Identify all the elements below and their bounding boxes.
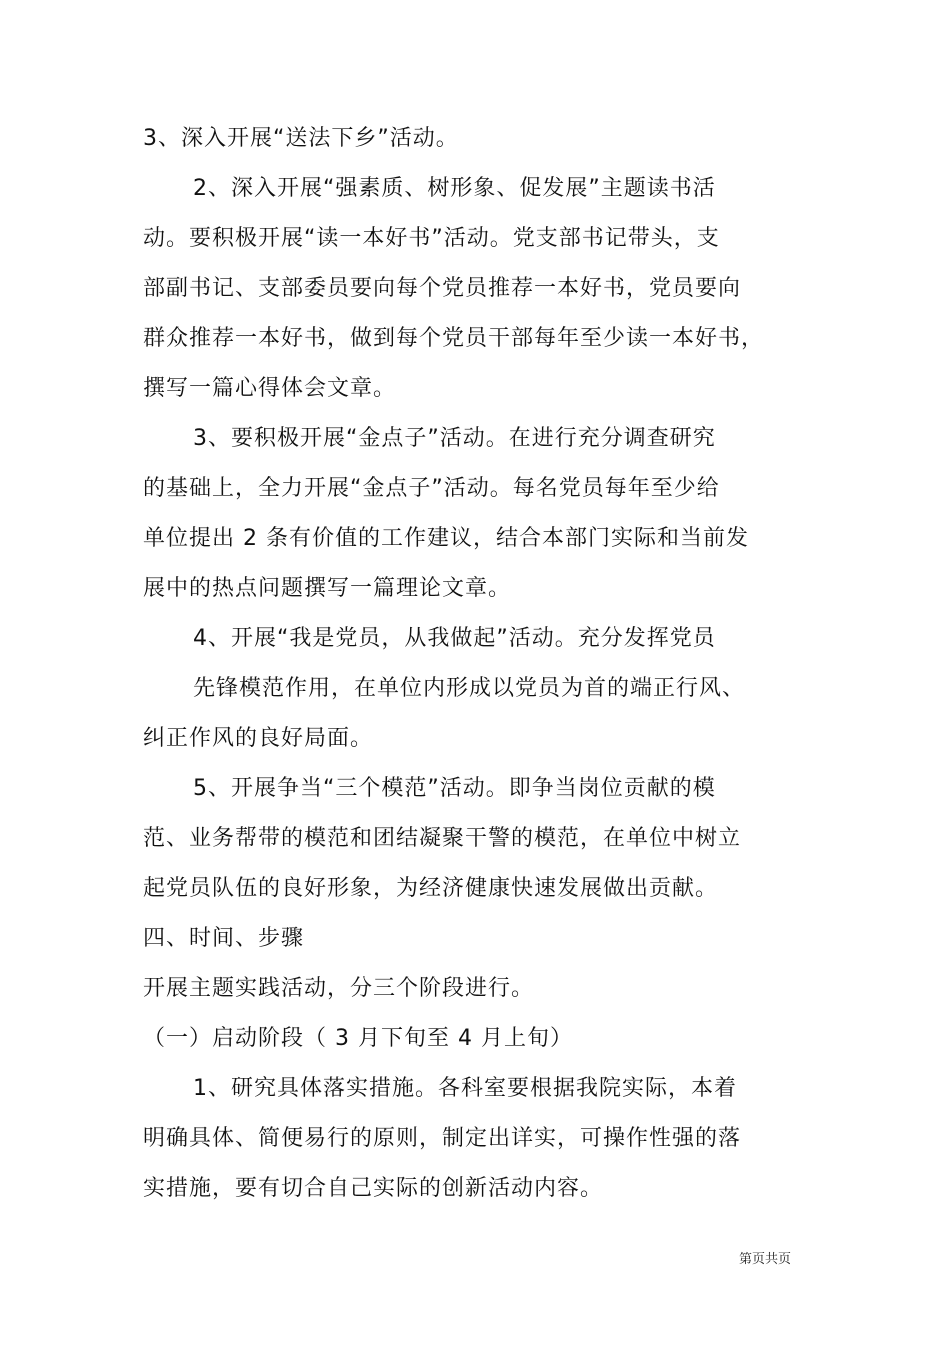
- text-line-13: 纠正作风的良好局面。: [143, 726, 374, 751]
- page-footer: 第页共页: [739, 1252, 792, 1267]
- text-line-21: 明确具体、简便易行的原则，制定出详实，可操作性强的落: [143, 1126, 742, 1151]
- text-line-22: 实措施，要有切合自己实际的创新活动内容。: [143, 1176, 604, 1201]
- section-heading: 四、时间、步骤: [143, 926, 305, 951]
- text-line-2: 2、深入开展“强素质、树形象、促发展”主题读书活: [193, 176, 716, 201]
- text-line-5: 群众推荐一本好书，做到每个党员干部每年至少读一本好书，: [143, 326, 765, 351]
- text-line-18: 开展主题实践活动，分三个阶段进行。: [143, 976, 535, 1001]
- text-line-10: 展中的热点问题撰写一篇理论文章。: [143, 576, 512, 601]
- text-line-15: 范、业务帮带的模范和团结凝聚干警的模范，在单位中树立: [143, 826, 742, 851]
- text-line-9: 单位提出 2 条有价值的工作建议，结合本部门实际和当前发: [143, 526, 749, 551]
- text-line-16: 起党员队伍的良好形象，为经济健康快速发展做出贡献。: [143, 876, 719, 901]
- stage-heading: （一）启动阶段（ 3 月下旬至 4 月上旬）: [143, 1026, 573, 1051]
- text-line-3: 动。要积极开展“读一本好书”活动。党支部书记带头，支: [143, 226, 720, 251]
- text-line-1: 3、深入开展“送法下乡”活动。: [143, 126, 459, 151]
- text-line-14: 5、开展争当“三个模范”活动。即争当岗位贡献的模: [193, 776, 716, 801]
- text-line-20: 1、研究具体落实措施。各科室要根据我院实际，本着: [193, 1076, 737, 1101]
- text-line-11: 4、开展“我是党员，从我做起”活动。充分发挥党员: [193, 626, 716, 651]
- text-line-8: 的基础上，全力开展“金点子”活动。每名党员每年至少给: [143, 476, 720, 501]
- text-line-6: 撰写一篇心得体会文章。: [143, 376, 397, 401]
- text-line-4: 部副书记、支部委员要向每个党员推荐一本好书，党员要向: [143, 276, 742, 301]
- text-line-7: 3、要积极开展“金点子”活动。在进行充分调查研究: [193, 426, 716, 451]
- text-line-12: 先锋模范作用，在单位内形成以党员为首的端正行风、: [193, 676, 746, 701]
